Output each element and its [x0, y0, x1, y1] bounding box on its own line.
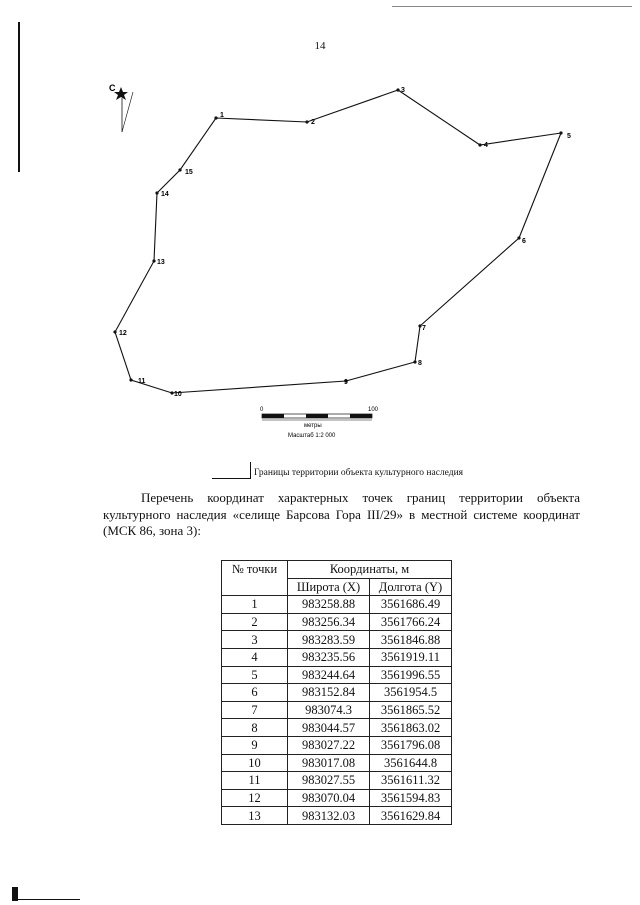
boundary-point-marker	[214, 116, 217, 119]
north-arrow-icon	[114, 87, 133, 132]
intro-paragraph: Перечень координат характерных точек границ территории объекта культурного наследия «селище Барсова Гора III/29» в местной системе координат (МСК 86, зона 3):	[103, 490, 580, 538]
table-row	[222, 772, 452, 790]
boundary-point-marker	[155, 191, 158, 194]
header-point-number: № точки	[222, 561, 288, 596]
boundary-point-label: 3	[401, 87, 405, 94]
longitude-cell: 3561863.02	[370, 719, 452, 737]
boundary-point-marker	[396, 88, 399, 91]
page-number: 14	[314, 40, 326, 52]
latitude-cell: 983244.64	[288, 666, 370, 684]
longitude-cell: 3561846.88	[370, 631, 452, 649]
table-row	[222, 754, 452, 772]
table-row	[222, 666, 452, 684]
boundary-point-label: 12	[119, 330, 127, 337]
legend-text: Границы территории объекта культурного наследия	[254, 468, 464, 478]
point-number-cell: 10	[222, 754, 288, 772]
longitude-cell: 3561686.49	[370, 596, 452, 614]
latitude-cell: 983044.57	[288, 719, 370, 737]
boundary-line-swatch	[212, 462, 251, 479]
longitude-cell: 3561644.8	[370, 754, 452, 772]
latitude-cell: 983017.08	[288, 754, 370, 772]
table-row	[222, 719, 452, 737]
latitude-cell: 983258.88	[288, 596, 370, 614]
boundary-point-label: 4	[484, 142, 488, 149]
point-number-cell: 3	[222, 631, 288, 649]
latitude-cell: 983235.56	[288, 648, 370, 666]
north-label: С	[109, 83, 116, 93]
header-coordinates: Координаты, м	[288, 561, 452, 579]
longitude-cell: 3561766.24	[370, 613, 452, 631]
latitude-cell: 983027.22	[288, 736, 370, 754]
point-number-cell: 1	[222, 596, 288, 614]
boundary-point-label: 11	[138, 378, 146, 385]
latitude-cell: 983283.59	[288, 631, 370, 649]
longitude-cell: 3561796.08	[370, 736, 452, 754]
boundary-point-label: 7	[422, 325, 426, 332]
point-number-cell: 6	[222, 684, 288, 702]
latitude-cell: 983256.34	[288, 613, 370, 631]
boundary-point-marker	[178, 168, 181, 171]
point-number-cell: 12	[222, 789, 288, 807]
scale-unit: метры	[304, 423, 322, 429]
boundary-point-marker	[305, 120, 308, 123]
boundary-point-label: 10	[174, 391, 182, 398]
table-row	[222, 807, 452, 825]
header-latitude: Широта (X)	[288, 578, 370, 596]
longitude-cell: 3561611.32	[370, 772, 452, 790]
boundary-point-label: 5	[567, 133, 571, 140]
longitude-cell: 3561865.52	[370, 701, 452, 719]
table-row	[222, 648, 452, 666]
boundary-point-label: 9	[344, 379, 348, 386]
latitude-cell: 983152.84	[288, 684, 370, 702]
coordinates-table	[221, 560, 452, 825]
latitude-cell: 983074.3	[288, 701, 370, 719]
longitude-cell: 3561629.84	[370, 807, 452, 825]
scale-ratio: Масштаб 1:2 000	[288, 433, 336, 439]
point-number-cell: 8	[222, 719, 288, 737]
longitude-cell: 3561919.11	[370, 648, 452, 666]
legend	[212, 462, 463, 479]
scale-bar	[262, 414, 372, 420]
longitude-cell: 3561954.5	[370, 684, 452, 702]
boundary-point-marker	[517, 236, 520, 239]
scale-end: 100	[368, 407, 379, 413]
table-row	[222, 613, 452, 631]
bottom-left-rule	[18, 899, 80, 900]
boundary-point-marker	[559, 131, 562, 134]
longitude-cell: 3561996.55	[370, 666, 452, 684]
table-row	[222, 631, 452, 649]
point-number-cell: 11	[222, 772, 288, 790]
latitude-cell: 983027.55	[288, 772, 370, 790]
boundary-point-marker	[129, 378, 132, 381]
latitude-cell: 983070.04	[288, 789, 370, 807]
point-number-cell: 7	[222, 701, 288, 719]
point-number-cell: 4	[222, 648, 288, 666]
boundary-point-label: 15	[185, 169, 193, 176]
boundary-map	[0, 0, 640, 450]
point-number-cell: 13	[222, 807, 288, 825]
boundary-point-marker	[113, 330, 116, 333]
boundary-point-marker	[152, 259, 155, 262]
table-row	[222, 736, 452, 754]
point-number-cell: 2	[222, 613, 288, 631]
table-row	[222, 701, 452, 719]
point-number-cell: 9	[222, 736, 288, 754]
boundary-point-label: 2	[311, 119, 315, 126]
boundary-point-label: 6	[522, 238, 526, 245]
boundary-point-label: 14	[161, 191, 169, 198]
table-row	[222, 596, 452, 614]
territory-boundary	[115, 90, 561, 393]
boundary-point-marker	[478, 143, 481, 146]
boundary-point-label: 13	[157, 259, 165, 266]
table-row	[222, 684, 452, 702]
longitude-cell: 3561594.83	[370, 789, 452, 807]
boundary-point-label: 8	[418, 360, 422, 367]
table-row	[222, 789, 452, 807]
latitude-cell: 983132.03	[288, 807, 370, 825]
point-number-cell: 5	[222, 666, 288, 684]
header-longitude: Долгота (Y)	[370, 578, 452, 596]
scale-start: 0	[260, 407, 264, 413]
boundary-point-label: 1	[220, 112, 224, 119]
boundary-point-marker	[413, 360, 416, 363]
